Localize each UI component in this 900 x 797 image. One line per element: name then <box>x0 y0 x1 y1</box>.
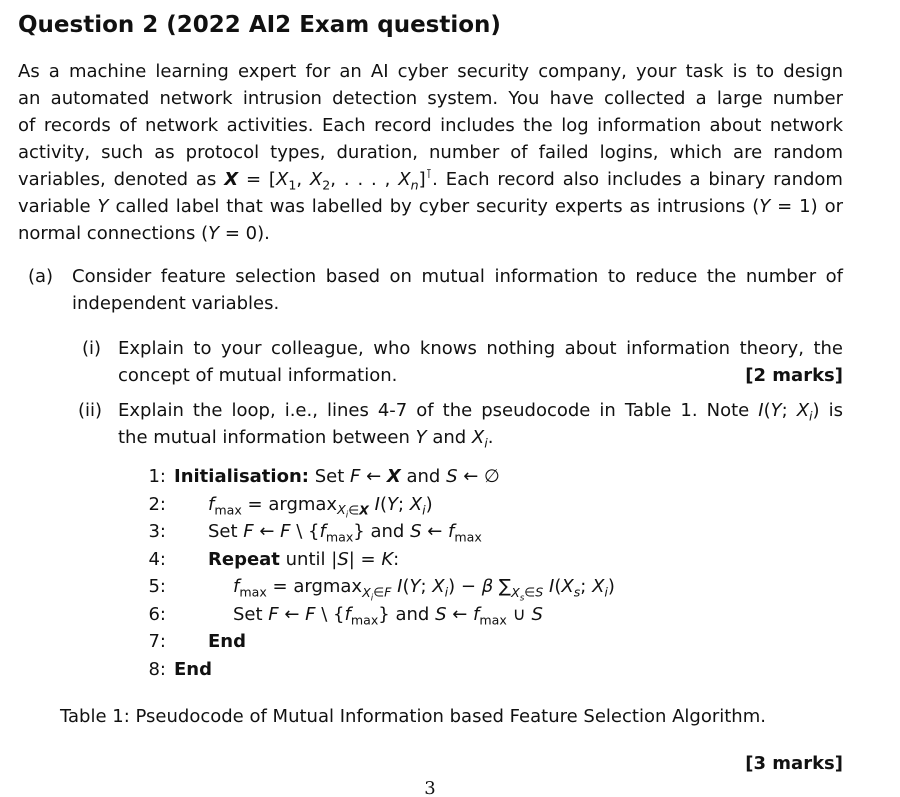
line-number: 8: <box>148 658 166 680</box>
algo-line-1: 1: Initialisation: Set F ← X and S ← ∅ <box>130 463 730 491</box>
text: until <box>279 548 332 570</box>
algo-line-2: 2: $f_{max} = argmax_{X_i\in X}$ I(Y; $X_i$) <box>130 491 730 519</box>
part-a-line: independent variables. <box>72 293 280 314</box>
intro-line <box>18 166 843 193</box>
line-number: 4: <box>148 548 166 570</box>
keyword: End <box>208 631 246 652</box>
intro-line: an automated network intrusion detection system. You have collected a large number <box>18 88 843 109</box>
text: Explain the loop, i.e., lines 4-7 of the pseudocode in Table 1. Note <box>118 400 759 421</box>
part-ii-line: the mutual information between Y and $X_i$. <box>118 427 494 451</box>
text: and <box>426 427 472 448</box>
line-number: 1: <box>148 466 166 487</box>
algo-line-3: 3: Set F ← F \ $\{f_{max}\}$ and S ← $f_{max}$ <box>130 518 730 546</box>
part-ii-line: Explain the loop, i.e., lines 4-7 of the pseudocode in Table 1. Note I(Y; $X_i$) is <box>118 400 843 424</box>
table-caption: Table 1: Pseudocode of Mutual Information based Feature Selection Algorithm. <box>60 706 766 727</box>
algo-line-4: 4: Repeat until |S| = K: <box>130 546 730 574</box>
question-title: Question 2 (2022 AI2 Exam question) <box>18 12 501 38</box>
marks-3: [3 marks] <box>745 753 843 774</box>
part-a-line: Consider feature selection based on mutual information to reduce the number of <box>72 266 843 287</box>
algo-line-5: 5: $f_{max} = argmax_{X_i\in F}$ I(Y; $X_i) - \beta$ $\sum_{X_s\in S}$ $I(X_s$; $X_i$) <box>130 573 730 601</box>
marks-2: [2 marks] <box>745 365 843 386</box>
part-ii-label: (ii) <box>78 400 103 421</box>
text: argmax <box>268 493 338 515</box>
intro-line: As a machine learning expert for an AI cyber security company, your task is to design <box>18 61 843 82</box>
part-i-line: Explain to your colleague, who knows nothing about information theory, the <box>118 338 843 359</box>
intro-line: normal connections (Y = 0). <box>18 223 270 244</box>
intro-paragraph <box>18 58 843 247</box>
algo-line-6: 6: Set F ← F \ $\{f_{max}\}$ and S ← $f_{max}$ ∪ S <box>130 601 730 629</box>
text: variables, denoted as <box>18 169 225 190</box>
keyword: Repeat <box>208 548 280 570</box>
text: ). <box>257 223 270 244</box>
text: . <box>487 427 494 448</box>
text: and <box>400 466 447 487</box>
line-number: 5: <box>148 576 166 597</box>
text: variable <box>18 196 98 217</box>
page-number: 3 <box>424 778 436 797</box>
pseudocode <box>130 463 730 683</box>
text: is <box>819 400 843 421</box>
text: and <box>364 521 411 542</box>
text: the mutual information between <box>118 427 416 448</box>
text: ) or <box>810 196 843 217</box>
text: normal connections ( <box>18 223 209 244</box>
line-number: 2: <box>148 493 166 515</box>
text: . Each record also includes a binary random <box>432 169 843 190</box>
text: and <box>389 603 436 625</box>
intro-line: of records of network activities. Each record includes the log information about network <box>18 115 843 136</box>
line-number: 6: <box>148 603 166 625</box>
intro-line: activity, such as protocol types, duration, number of failed logins, which are random <box>18 142 843 163</box>
algo-line-8 <box>130 656 730 684</box>
part-i-label: (i) <box>82 338 102 359</box>
keyword: Initialisation: <box>174 466 309 487</box>
math-X-vector: $X = [X_1$, $X_2$, . . . , $X_n]^⊺$ <box>224 166 433 193</box>
keyword: End <box>174 658 212 680</box>
text: Set <box>208 521 244 542</box>
line-number: 7: <box>148 631 166 652</box>
text: argmax <box>293 576 363 597</box>
line-number: 3: <box>148 521 166 542</box>
part-a-label: (a) <box>28 266 54 287</box>
text: Set <box>314 466 350 487</box>
text: called label that was labelled by cyber security experts as intrusions ( <box>108 196 760 217</box>
intro-line: variable Y called label that was labelled by cyber security experts as intrusions (Y = 1) or <box>18 196 843 217</box>
text: Set <box>233 603 269 625</box>
algo-line-7 <box>130 628 730 656</box>
part-i-line: concept of mutual information. <box>118 365 398 386</box>
